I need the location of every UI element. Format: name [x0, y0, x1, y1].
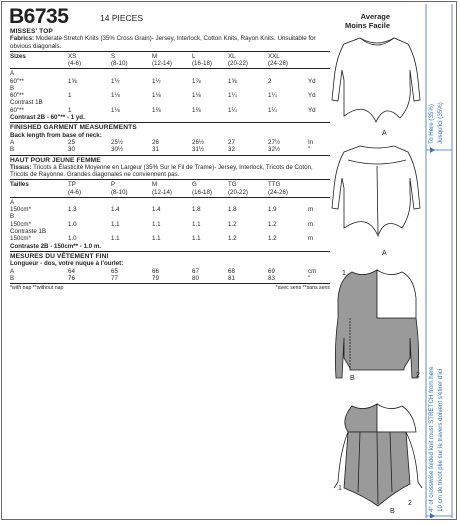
view-a-front: [332, 38, 420, 122]
range-cell: (12-14): [152, 60, 172, 67]
finished-title: FINISHED GARMENT MEASUREMENTS: [10, 124, 137, 132]
view-a-back: [332, 146, 420, 236]
table-cell: 25½: [111, 138, 124, 146]
divider: [10, 155, 330, 156]
size-cell: P: [111, 181, 116, 189]
table-row: [10, 139, 330, 146]
difficulty-en: Average: [360, 12, 390, 21]
table-row: [10, 70, 330, 77]
fabrics-note: [10, 35, 330, 49]
taille-header-row: [10, 181, 330, 188]
table-cell: 65: [111, 267, 118, 275]
table-cell: 1⅝: [68, 77, 77, 85]
difficulty-fr: Moins Facile: [344, 21, 390, 30]
row-label: A: [10, 198, 15, 206]
size-cell: XXL: [268, 52, 280, 60]
size-cell: XL: [228, 52, 236, 60]
table-cell: 76: [68, 274, 75, 282]
pattern-code: B6735: [9, 5, 69, 28]
table-cell: 1.4: [111, 206, 120, 214]
table-cell: 31: [152, 146, 159, 154]
table-cell: 26½: [192, 138, 205, 146]
unit-cell: In: [308, 138, 314, 146]
row-label: 150cm*: [10, 235, 31, 243]
pieces-count: 14 PIECES: [100, 13, 143, 23]
table-cell: 83: [268, 274, 275, 282]
divider: [10, 122, 330, 123]
divider: [10, 51, 330, 52]
divider: [10, 197, 330, 198]
range-row: [10, 189, 330, 196]
table-cell: 66: [152, 267, 159, 275]
size-cell: M: [152, 181, 158, 189]
finished-sub: Back length from base of neck:: [10, 131, 102, 139]
misses-rows: [10, 70, 330, 114]
row-label: B: [10, 146, 15, 154]
table-cell: 1.1: [152, 220, 161, 228]
size-header-row: [10, 53, 330, 60]
piece-number-2-back: 2: [408, 500, 412, 507]
table-cell: 1⅝: [228, 77, 237, 85]
mesures-rows: [10, 268, 330, 283]
range-cell: (24-26): [268, 188, 288, 196]
table-cell: 1.1: [152, 235, 161, 243]
piece-number-2: 2: [416, 372, 420, 379]
label-view-b: B: [350, 375, 355, 382]
table-cell: 77: [111, 274, 118, 282]
table-row: [10, 199, 330, 206]
table-cell: 1.1: [192, 220, 201, 228]
table-cell: 64: [68, 267, 75, 275]
table-row: [10, 228, 330, 235]
table-cell: 1.2: [268, 235, 277, 243]
table-cell: 79: [152, 274, 159, 282]
table-cell: 1: [68, 106, 72, 114]
table-cell: 1.9: [268, 206, 277, 214]
label-view-a-back: A: [382, 250, 387, 257]
table-cell: 68: [228, 267, 235, 275]
table-cell: 1½: [111, 77, 120, 85]
table-cell: 1⅛: [152, 92, 161, 100]
divider: [10, 179, 330, 180]
misses-title: MISSES' TOP: [10, 28, 53, 35]
footnotes: [10, 285, 330, 292]
table-cell: 1½: [152, 77, 161, 85]
range-cell: (12-14): [152, 188, 172, 196]
table-cell: 1.2: [228, 235, 237, 243]
size-cell: TG: [228, 181, 237, 189]
table-cell: 1¼: [228, 92, 237, 100]
stretch-gauge: [424, 4, 454, 518]
table-cell: 1⅛: [192, 92, 201, 100]
row-label: 150cm*: [10, 220, 31, 228]
table-cell: 32½: [268, 146, 281, 154]
table-cell: 31½: [192, 146, 205, 154]
range-cell: (16-18): [192, 60, 212, 67]
stretch-instruction-fr: 10 cm de tricot plié sur le travers doivent s'étirer d'ici: [437, 368, 444, 512]
row-label: B: [10, 84, 15, 92]
fabrics-text: Moderate Stretch Knits (35% Cross Grain)- Jersey, Interlock, Cotton Knits, Rayon Knits. Unsuitable for obvious diagonals.: [10, 35, 316, 50]
tissus-text: Tricots à Élasticité Moyenne en Largeur (35% Sur le Fil de Trame)- Jersey, Interlock, Tricots de Coton, Tricots de Rayonne. Grandes diagonales ne conviennent pas.: [10, 163, 313, 179]
row-label: B: [10, 274, 15, 282]
table-row: [10, 206, 330, 213]
range-cell: (24-26): [268, 60, 288, 67]
table-cell: 1⅛: [192, 106, 201, 114]
table-cell: 25: [68, 138, 75, 146]
footnote-en: *with nap **without nap: [10, 285, 64, 292]
size-cell: XS: [68, 52, 77, 60]
label-view-b-back: B: [390, 508, 395, 515]
table-row: [10, 99, 330, 106]
unit-cell: cm: [308, 267, 317, 275]
mesures-sub: Longueur - dos, votre nuque à l'ourlet:: [10, 260, 124, 268]
tailles-label: Tailles: [10, 181, 29, 189]
piece-number-1-back: 1: [338, 485, 342, 492]
contraste-2b-note: Contraste 2B - 150cm** - 1.0 m.: [10, 242, 102, 250]
table-cell: 2: [268, 77, 272, 85]
range-row: [10, 60, 330, 67]
unit-cell: m: [308, 206, 314, 214]
row-label: Contrast 1B: [10, 99, 43, 107]
unit-cell: Yd: [308, 106, 316, 114]
stretch-to-here-fr: Jusqu'ici (35%): [437, 102, 444, 144]
footnote-fr: *avec sens **sans sens: [275, 285, 330, 292]
mesures-title: MESURES DU VÊTEMENT FINI: [10, 252, 109, 260]
table-cell: 1¼: [228, 106, 237, 114]
table-cell: 1¼: [268, 106, 277, 114]
divider: [10, 251, 330, 252]
garment-illustrations: [330, 30, 425, 520]
table-row: [10, 235, 330, 242]
table-cell: 27: [228, 138, 235, 146]
piece-number-1: 1: [342, 270, 346, 277]
table-cell: 69: [268, 267, 275, 275]
label-view-a: A: [382, 130, 387, 137]
table-cell: 1⅞: [192, 77, 201, 85]
table-cell: 67: [192, 267, 199, 275]
table-row: [10, 275, 330, 282]
range-cell: (20-22): [228, 60, 248, 67]
fabrics-label: Fabrics:: [10, 35, 35, 43]
row-label: 60"**: [10, 106, 24, 114]
table-cell: 1.1: [111, 220, 120, 228]
table-cell: 1¼: [268, 92, 277, 100]
size-cell: S: [111, 52, 116, 60]
row-label: 150cm*: [10, 206, 31, 214]
table-cell: 1.0: [68, 235, 77, 243]
table-cell: 1.3: [68, 206, 77, 214]
size-cell: G: [192, 181, 197, 189]
row-label: 60"**: [10, 92, 24, 100]
table-cell: 27½: [268, 138, 281, 146]
table-row: [10, 107, 330, 114]
row-label: B: [10, 213, 15, 221]
haut-title: HAUT POUR JEUNE FEMME: [10, 156, 101, 164]
contrast-2b-note: Contrast 2B - 60"** - 1 yd.: [10, 114, 85, 122]
range-cell: (4-6): [68, 60, 82, 67]
unit-cell: ": [308, 274, 311, 282]
sizes-label: Sizes: [10, 52, 26, 60]
table-cell: 1: [68, 92, 72, 100]
stretch-instruction-en: 4" of crosswise folded knit must STRETCH from here: [428, 366, 435, 512]
size-cell: M: [152, 52, 158, 60]
finished-rows: [10, 139, 330, 154]
table-cell: 30: [68, 146, 75, 154]
range-cell: (16-18): [192, 188, 212, 196]
table-cell: 1.8: [192, 206, 201, 214]
divider: [10, 68, 330, 69]
table-cell: 1.0: [68, 220, 77, 228]
size-cell: TTG: [268, 181, 281, 189]
table-cell: 1.2: [268, 220, 277, 228]
range-cell: (8-10): [111, 188, 128, 196]
table-cell: 1.8: [228, 206, 237, 214]
row-label: A: [10, 138, 15, 146]
table-cell: 1.4: [152, 206, 161, 214]
size-cell: L: [192, 52, 196, 60]
table-row: [10, 78, 330, 85]
table-cell: 1.1: [111, 235, 120, 243]
row-label: 60"**: [10, 77, 24, 85]
table-row: [10, 268, 330, 275]
view-b-front: [335, 270, 418, 378]
range-cell: (4-6): [68, 188, 82, 196]
range-cell: (20-22): [228, 188, 248, 196]
row-label: Contraste 1B: [10, 228, 47, 236]
table-cell: 30½: [111, 146, 124, 154]
table-cell: 80: [192, 274, 199, 282]
row-label: A: [10, 70, 15, 78]
table-cell: 26: [152, 138, 159, 146]
tissus-label: Tissus:: [10, 163, 32, 171]
table-cell: 1.2: [228, 220, 237, 228]
table-cell: 1⅛: [152, 106, 161, 114]
yardage-tables: [10, 28, 330, 292]
size-cell: TP: [68, 181, 76, 189]
unit-cell: Yd: [308, 92, 316, 100]
unit-cell: Yd: [308, 77, 316, 85]
stretch-to-here-en: To Here (35%): [428, 104, 435, 144]
unit-cell: m: [308, 235, 314, 243]
haut-rows: [10, 199, 330, 243]
table-row: [10, 221, 330, 228]
table-row: [10, 213, 330, 220]
view-b-back: [334, 404, 422, 506]
row-label: A: [10, 267, 15, 275]
table-cell: 1⅛: [111, 92, 120, 100]
table-cell: 32: [228, 146, 235, 154]
range-cell: (8-10): [111, 60, 128, 67]
table-row: [10, 92, 330, 99]
table-cell: 81: [228, 274, 235, 282]
table-row: [10, 85, 330, 92]
tissus-note: [10, 164, 330, 178]
unit-cell: m: [308, 220, 314, 228]
unit-cell: ": [308, 146, 311, 154]
table-row: [10, 146, 330, 153]
table-cell: 1⅛: [111, 106, 120, 114]
divider: [10, 283, 330, 284]
table-cell: 1.1: [192, 235, 201, 243]
